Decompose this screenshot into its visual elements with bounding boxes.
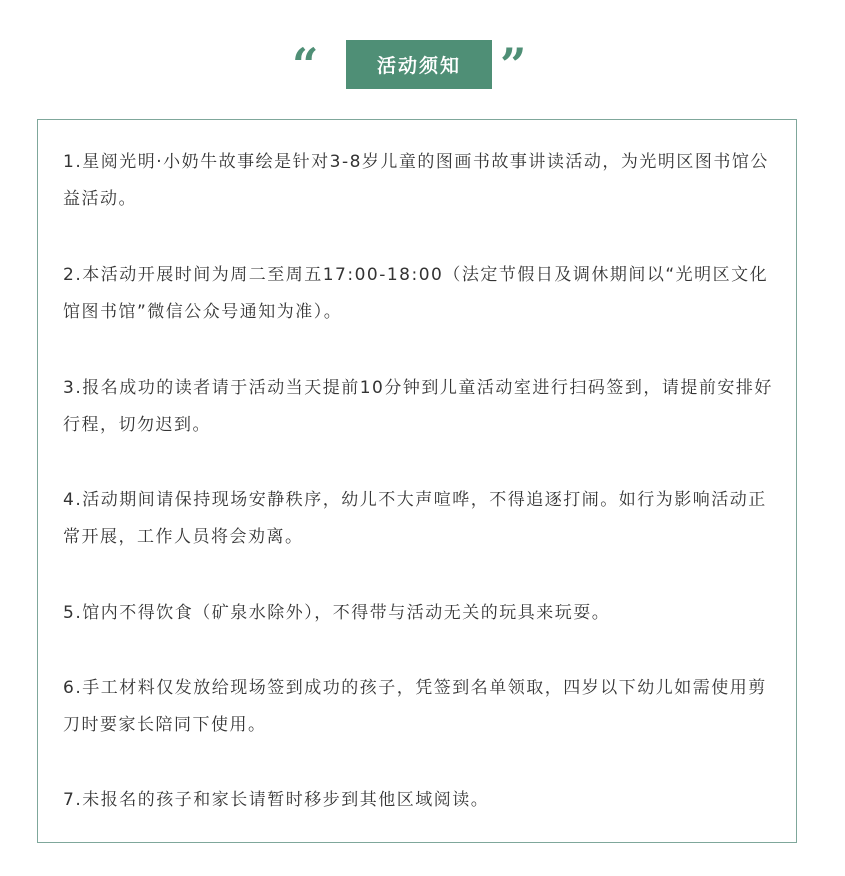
notice-item-3: 3.报名成功的读者请于活动当天提前10分钟到儿童活动室进行扫码签到，请提前安排好行程，切勿迟到。 [63, 378, 773, 435]
section-title: 活动须知 [346, 40, 492, 89]
notice-item-2: 2.本活动开展时间为周二至周五17:00-18:00（法定节假日及调休期间以“光明区文化馆图书馆”微信公众号通知为准）。 [63, 265, 769, 322]
close-quote-mark: ” [500, 38, 527, 92]
notice-item-5: 5.馆内不得饮食（矿泉水除外），不得带与活动无关的玩具来玩耍。 [63, 603, 611, 623]
notice-item-4: 4.活动期间请保持现场安静秩序，幼儿不大声喧哗，不得追逐打闹。如行为影响活动正常开展，工作人员将会劝离。 [63, 490, 767, 547]
open-quote-mark: “ [292, 38, 319, 92]
notice-box [37, 119, 797, 843]
notice-item-7: 7.未报名的孩子和家长请暂时移步到其他区域阅读。 [63, 790, 490, 810]
section-header [0, 40, 845, 90]
notice-item-1: 1.星阅光明·小奶牛故事绘是针对3-8岁儿童的图画书故事讲读活动，为光明区图书馆公益活动。 [63, 152, 769, 209]
notice-item-6: 6.手工材料仅发放给现场签到成功的孩子，凭签到名单领取，四岁以下幼儿如需使用剪刀时要家长陪同下使用。 [63, 678, 767, 735]
